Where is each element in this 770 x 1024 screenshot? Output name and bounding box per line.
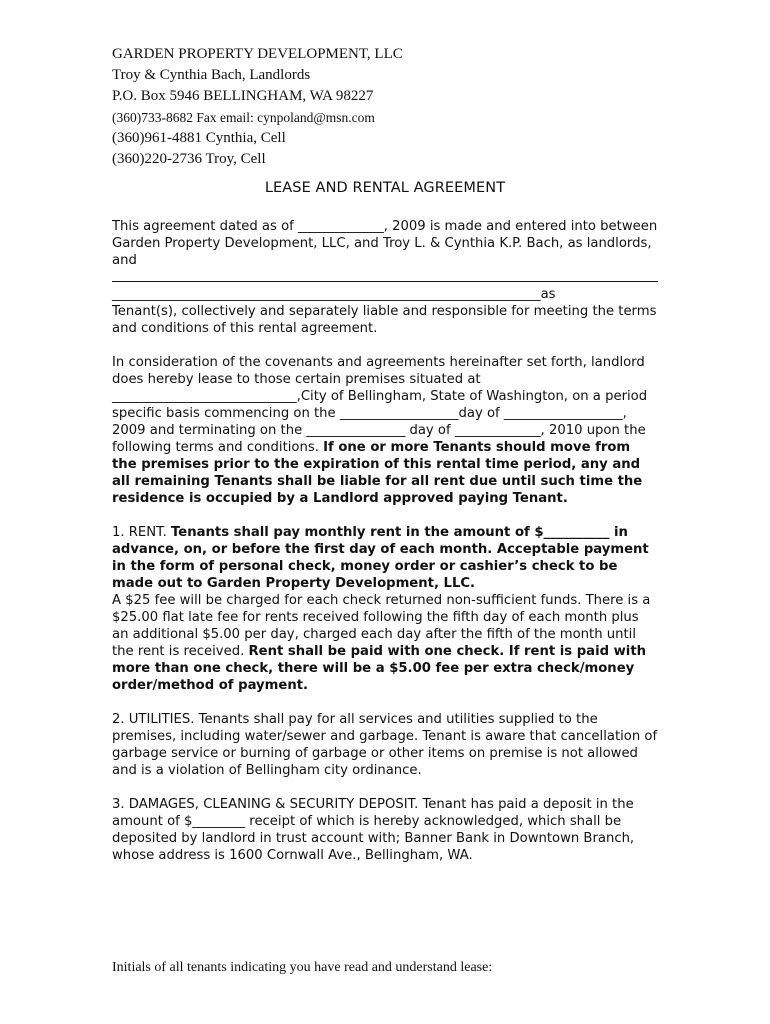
rent-bold-terms: Tenants shall pay monthly rent in the amount of $__________ in advance, on, or before the first day of each month. Acceptable payment in the form of personal check, money order or cashier’s check to be made out to Garden Property Development, LLC. bbox=[112, 525, 649, 591]
tenant-name-line: _________________________________________________________________as bbox=[112, 287, 556, 302]
rent-heading: 1. RENT. bbox=[112, 525, 167, 540]
letterhead bbox=[112, 44, 672, 170]
rent-fee-text: A $25 fee will be charged for each check returned non-sufficient funds. There is a $25.00 flat late fee for rents received following the fifth day of each month plus an additional $5.00 per day, charged each day after the fifth of the month until the rent is received. bbox=[112, 593, 651, 659]
fax-email-line: (360)733-8682 Fax email: cynpoland@msn.com bbox=[112, 110, 375, 125]
rent-fees bbox=[112, 592, 658, 694]
rent-one-check-rule: Rent shall be paid with one check. If rent is paid with more than one check, there will be a $5.00 fee per extra check/money order/method of payment. bbox=[112, 644, 647, 693]
intro-paragraph: This agreement dated as of _____________, 2009 is made and entered into between Garden Property Development, LLC, and Troy L. & Cynthia K.P. Bach, as landlords, and bbox=[112, 219, 658, 268]
consideration-text: In consideration of the covenants and agreements hereinafter set forth, landlord does hereby lease to those certain premises situated at ____________________________,City of Bellingham, State of Washington, on a period specific basis commencing on the __________________day of __________________, 2009 and terminating on the _______________ day of _____________, 2010 upon the following terms and conditions. bbox=[112, 355, 648, 455]
consideration-paragraph bbox=[112, 354, 658, 507]
landlord-signature-rule bbox=[112, 269, 658, 282]
phone-troy: (360)220-2736 Troy, Cell bbox=[112, 151, 266, 167]
phone-cynthia: (360)961-4881 Cynthia, Cell bbox=[112, 130, 286, 146]
consideration-bold: If one or more Tenants should move from the premises prior to the expiration of this rental time period, any and all remaining Tenants shall be liable for all rent due until such time the residence is occupied by a Landlord approved paying Tenant. bbox=[112, 440, 643, 506]
company-name: GARDEN PROPERTY DEVELOPMENT, LLC bbox=[112, 46, 403, 62]
utilities-section: 2. UTILITIES. Tenants shall pay for all services and utilities supplied to the premises, including water/sewer and garbage. Tenant is aware that cancellation of garbage service or burning of garbage or other items on premise is not allowed and is a violation of Bellingham city ordinance. bbox=[112, 712, 658, 778]
initials-footer: Initials of all tenants indicating you have read and understand lease: bbox=[112, 960, 493, 975]
rent-section bbox=[112, 524, 658, 592]
landlords-line: Troy & Cynthia Bach, Landlords bbox=[112, 67, 311, 83]
agreement-body bbox=[112, 218, 658, 864]
document-title: LEASE AND RENTAL AGREEMENT bbox=[264, 180, 506, 196]
deposit-section: 3. DAMAGES, CLEANING & SECURITY DEPOSIT. Tenant has paid a deposit in the amount of $________ receipt of which is hereby acknowledged, which shall be deposited by landlord in trust account with; Banner Bank in Downtown Branch, whose address is 1600 Cornwall Ave., Bellingham, WA. bbox=[112, 797, 635, 863]
mailing-address: P.O. Box 5946 BELLINGHAM, WA 98227 bbox=[112, 88, 374, 104]
tenant-liability-paragraph: Tenant(s), collectively and separately liable and responsible for meeting the terms and conditions of this rental agreement. bbox=[112, 304, 657, 336]
